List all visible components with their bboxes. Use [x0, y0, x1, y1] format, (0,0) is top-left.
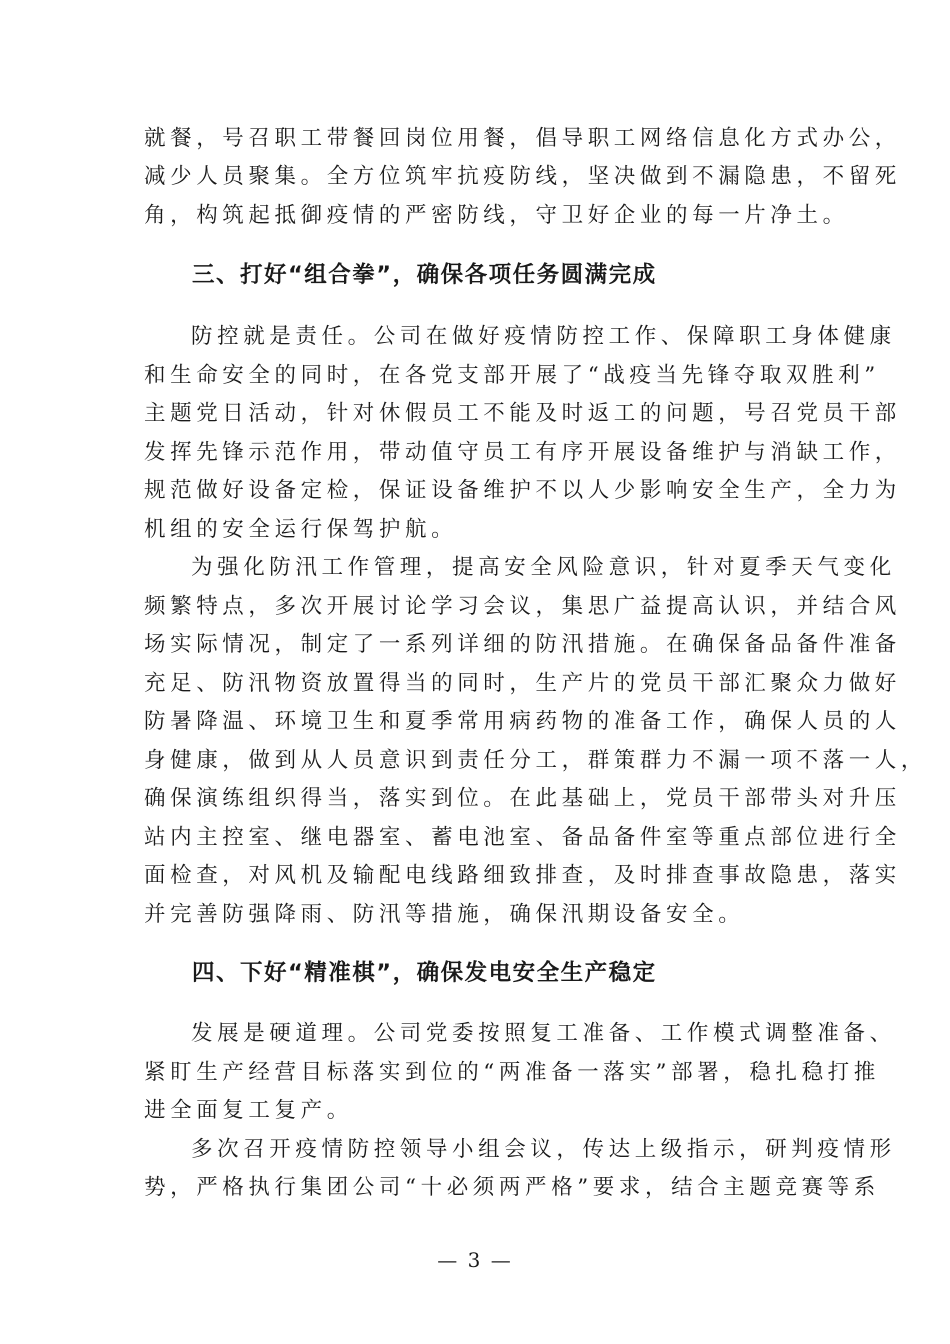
paragraph-first-line: 发展是硬道理。公司党委按照复工准备、工作模式调整准备、 [191, 1021, 896, 1046]
body-line: 角，构筑起抵御疫情的严密防线，守卫好企业的每一片净土。 [144, 203, 849, 228]
body-line: 主题党日活动，针对休假员工不能及时返工的问题，号召党员干部 [144, 401, 901, 426]
body-line: 减少人员聚集。全方位筑牢抗疫防线，坚决做到不漏隐患，不留死 [144, 164, 901, 189]
body-line: 紧盯生产经营目标落实到位的“两准备一落实”部署，稳扎稳打推 [144, 1060, 880, 1085]
body-line: 站内主控室、继电器室、蓄电池室、备品备件室等重点部位进行全 [144, 825, 901, 850]
body-line: 发挥先锋示范作用，带动值守员工有序开展设备维护与消缺工作， [144, 440, 901, 465]
body-line: 势，严格执行集团公司“十必须两严格”要求，结合主题竞赛等系 [144, 1175, 880, 1200]
paragraph-first-line: 为强化防汛工作管理，提高安全风险意识，针对夏季天气变化 [191, 555, 896, 580]
body-line: 身健康，做到从人员意识到责任分工，群策群力不漏一项不落一人， [144, 748, 928, 773]
body-line: 就餐，号召职工带餐回岗位用餐，倡导职工网络信息化方式办公， [144, 126, 901, 151]
body-line: 频繁特点，多次开展讨论学习会议，集思广益提高认识，并结合风 [144, 594, 901, 619]
body-line: 并完善防强降雨、防汛等措施，确保汛期设备安全。 [144, 902, 745, 927]
body-line: 规范做好设备定检，保证设备维护不以人少影响安全生产，全力为 [144, 478, 901, 503]
body-line: 进全面复工复产。 [144, 1098, 353, 1123]
paragraph-first-line: 防控就是责任。公司在做好疫情防控工作、保障职工身体健康 [191, 324, 896, 349]
body-line: 场实际情况，制定了一系列详细的防汛措施。在确保备品备件准备 [144, 632, 901, 657]
body-line: 防暑降温、环境卫生和夏季常用病药物的准备工作，确保人员的人 [144, 709, 901, 734]
body-line: 确保演练组织得当，落实到位。在此基础上，党员干部带头对升压 [144, 786, 901, 811]
body-line: 和生命安全的同时，在各党支部开展了“战疫当先锋夺取双胜利” [144, 363, 880, 388]
body-line: 充足、防汛物资放置得当的同时，生产片的党员干部汇聚众力做好 [144, 671, 901, 696]
section-heading-3: 三、打好“组合拳”，确保各项任务圆满完成 [192, 262, 657, 288]
section-heading-4: 四、下好“精准棋”，确保发电安全生产稳定 [192, 960, 657, 986]
body-line: 面检查，对风机及输配电线路细致排查，及时排查事故隐患，落实 [144, 863, 901, 888]
page-number: — 3 — [437, 1248, 513, 1272]
body-line: 机组的安全运行保驾护航。 [144, 517, 458, 542]
paragraph-first-line: 多次召开疫情防控领导小组会议，传达上级指示，研判疫情形 [191, 1137, 896, 1162]
